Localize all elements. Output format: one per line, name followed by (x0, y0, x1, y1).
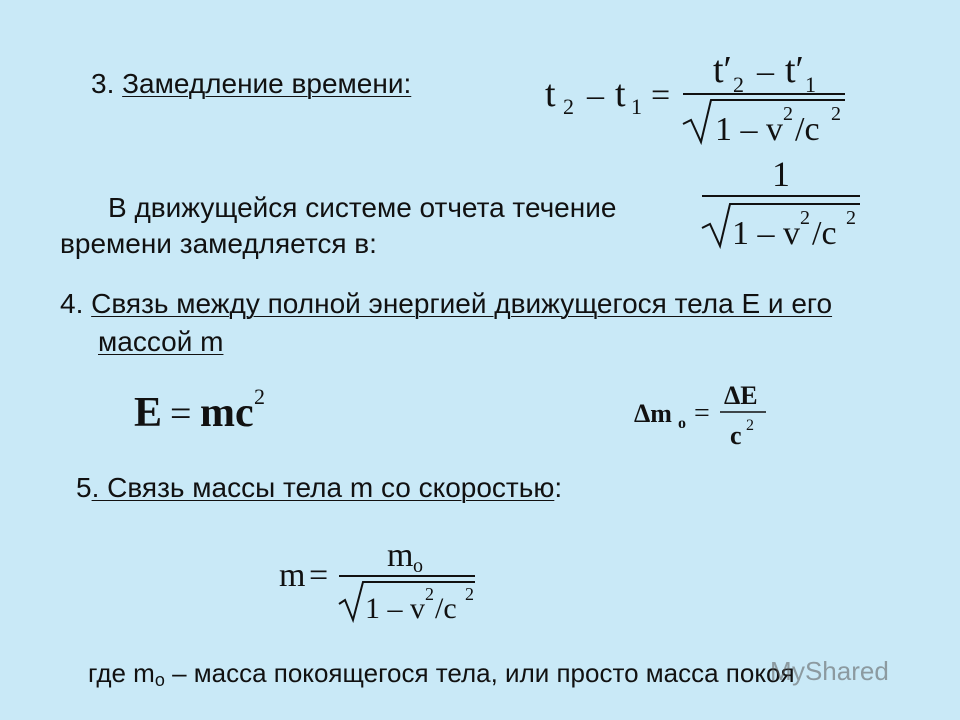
svg-text:2: 2 (800, 207, 810, 229)
svg-text:1 – v: 1 – v (732, 215, 800, 252)
time-dilation-formula (535, 48, 855, 148)
svg-text:mc: mc (200, 390, 254, 436)
energy-mass-formula (130, 380, 290, 440)
num-t1-prime: t′ (785, 49, 804, 91)
lhs-t2: t (545, 73, 556, 115)
svg-text:2: 2 (746, 417, 754, 434)
svg-text:=: = (651, 77, 671, 114)
section4-number: 4. (60, 288, 92, 319)
svg-text:E: E (134, 390, 163, 436)
section4-heading-line1 (60, 290, 832, 318)
section4-title-line1: Связь между полной энергией движущегося тела E и его (91, 288, 833, 319)
svg-text:1 – v: 1 – v (365, 592, 425, 625)
section3-text-line1: В движущейся системе отчета течение (108, 192, 617, 223)
watermark: МуShared (770, 656, 889, 686)
svg-text:m: m (387, 537, 414, 574)
svg-text:/c: /c (795, 111, 820, 148)
svg-text:2: 2 (733, 72, 744, 97)
section3-heading (91, 70, 411, 98)
svg-text:1: 1 (805, 72, 816, 97)
svg-text:ΔE: ΔE (724, 381, 758, 410)
section5-title: . Связь массы тела m со скоростью (91, 472, 555, 503)
section5-heading: 5. Связь массы тела m со скоростью: (76, 472, 563, 503)
svg-text:t: t (615, 73, 626, 115)
rest-mass-note: где mo – масса покоящегося тела, или просто масса покоя (88, 658, 795, 690)
svg-text:2: 2 (425, 584, 434, 604)
svg-text:1: 1 (772, 154, 790, 194)
svg-text:2: 2 (254, 384, 265, 409)
svg-text:o: o (413, 555, 423, 577)
svg-text:2: 2 (563, 94, 574, 119)
lorentz-factor-formula (700, 150, 870, 250)
num-t2-prime: t′ (713, 49, 732, 91)
section3-text-line2: времени замедляется в: (60, 228, 377, 259)
section4-title-line2: массой m (98, 326, 224, 357)
mass-defect-formula (630, 378, 780, 458)
svg-text:1: 1 (631, 94, 642, 119)
svg-text:o: o (678, 415, 686, 432)
svg-text:Δm: Δm (634, 399, 672, 428)
svg-text:2: 2 (783, 103, 793, 125)
svg-text:–: – (757, 53, 774, 90)
svg-text:=: = (694, 398, 710, 429)
svg-text:/c: /c (812, 215, 837, 252)
section3-title: Замедление времени: (122, 68, 412, 99)
svg-text:=: = (170, 393, 192, 435)
relativistic-mass-formula (275, 537, 485, 630)
svg-text:1 – v: 1 – v (715, 111, 783, 148)
svg-text:m: m (279, 557, 306, 594)
svg-text:c: c (730, 421, 742, 450)
svg-text:2: 2 (831, 103, 841, 125)
section5-number: 5 (76, 472, 92, 503)
svg-text:=: = (309, 557, 329, 594)
svg-text:/c: /c (435, 592, 457, 625)
svg-text:2: 2 (846, 207, 856, 229)
section3-number: 3. (91, 68, 123, 99)
svg-text:2: 2 (465, 584, 474, 604)
svg-text:–: – (587, 77, 604, 114)
